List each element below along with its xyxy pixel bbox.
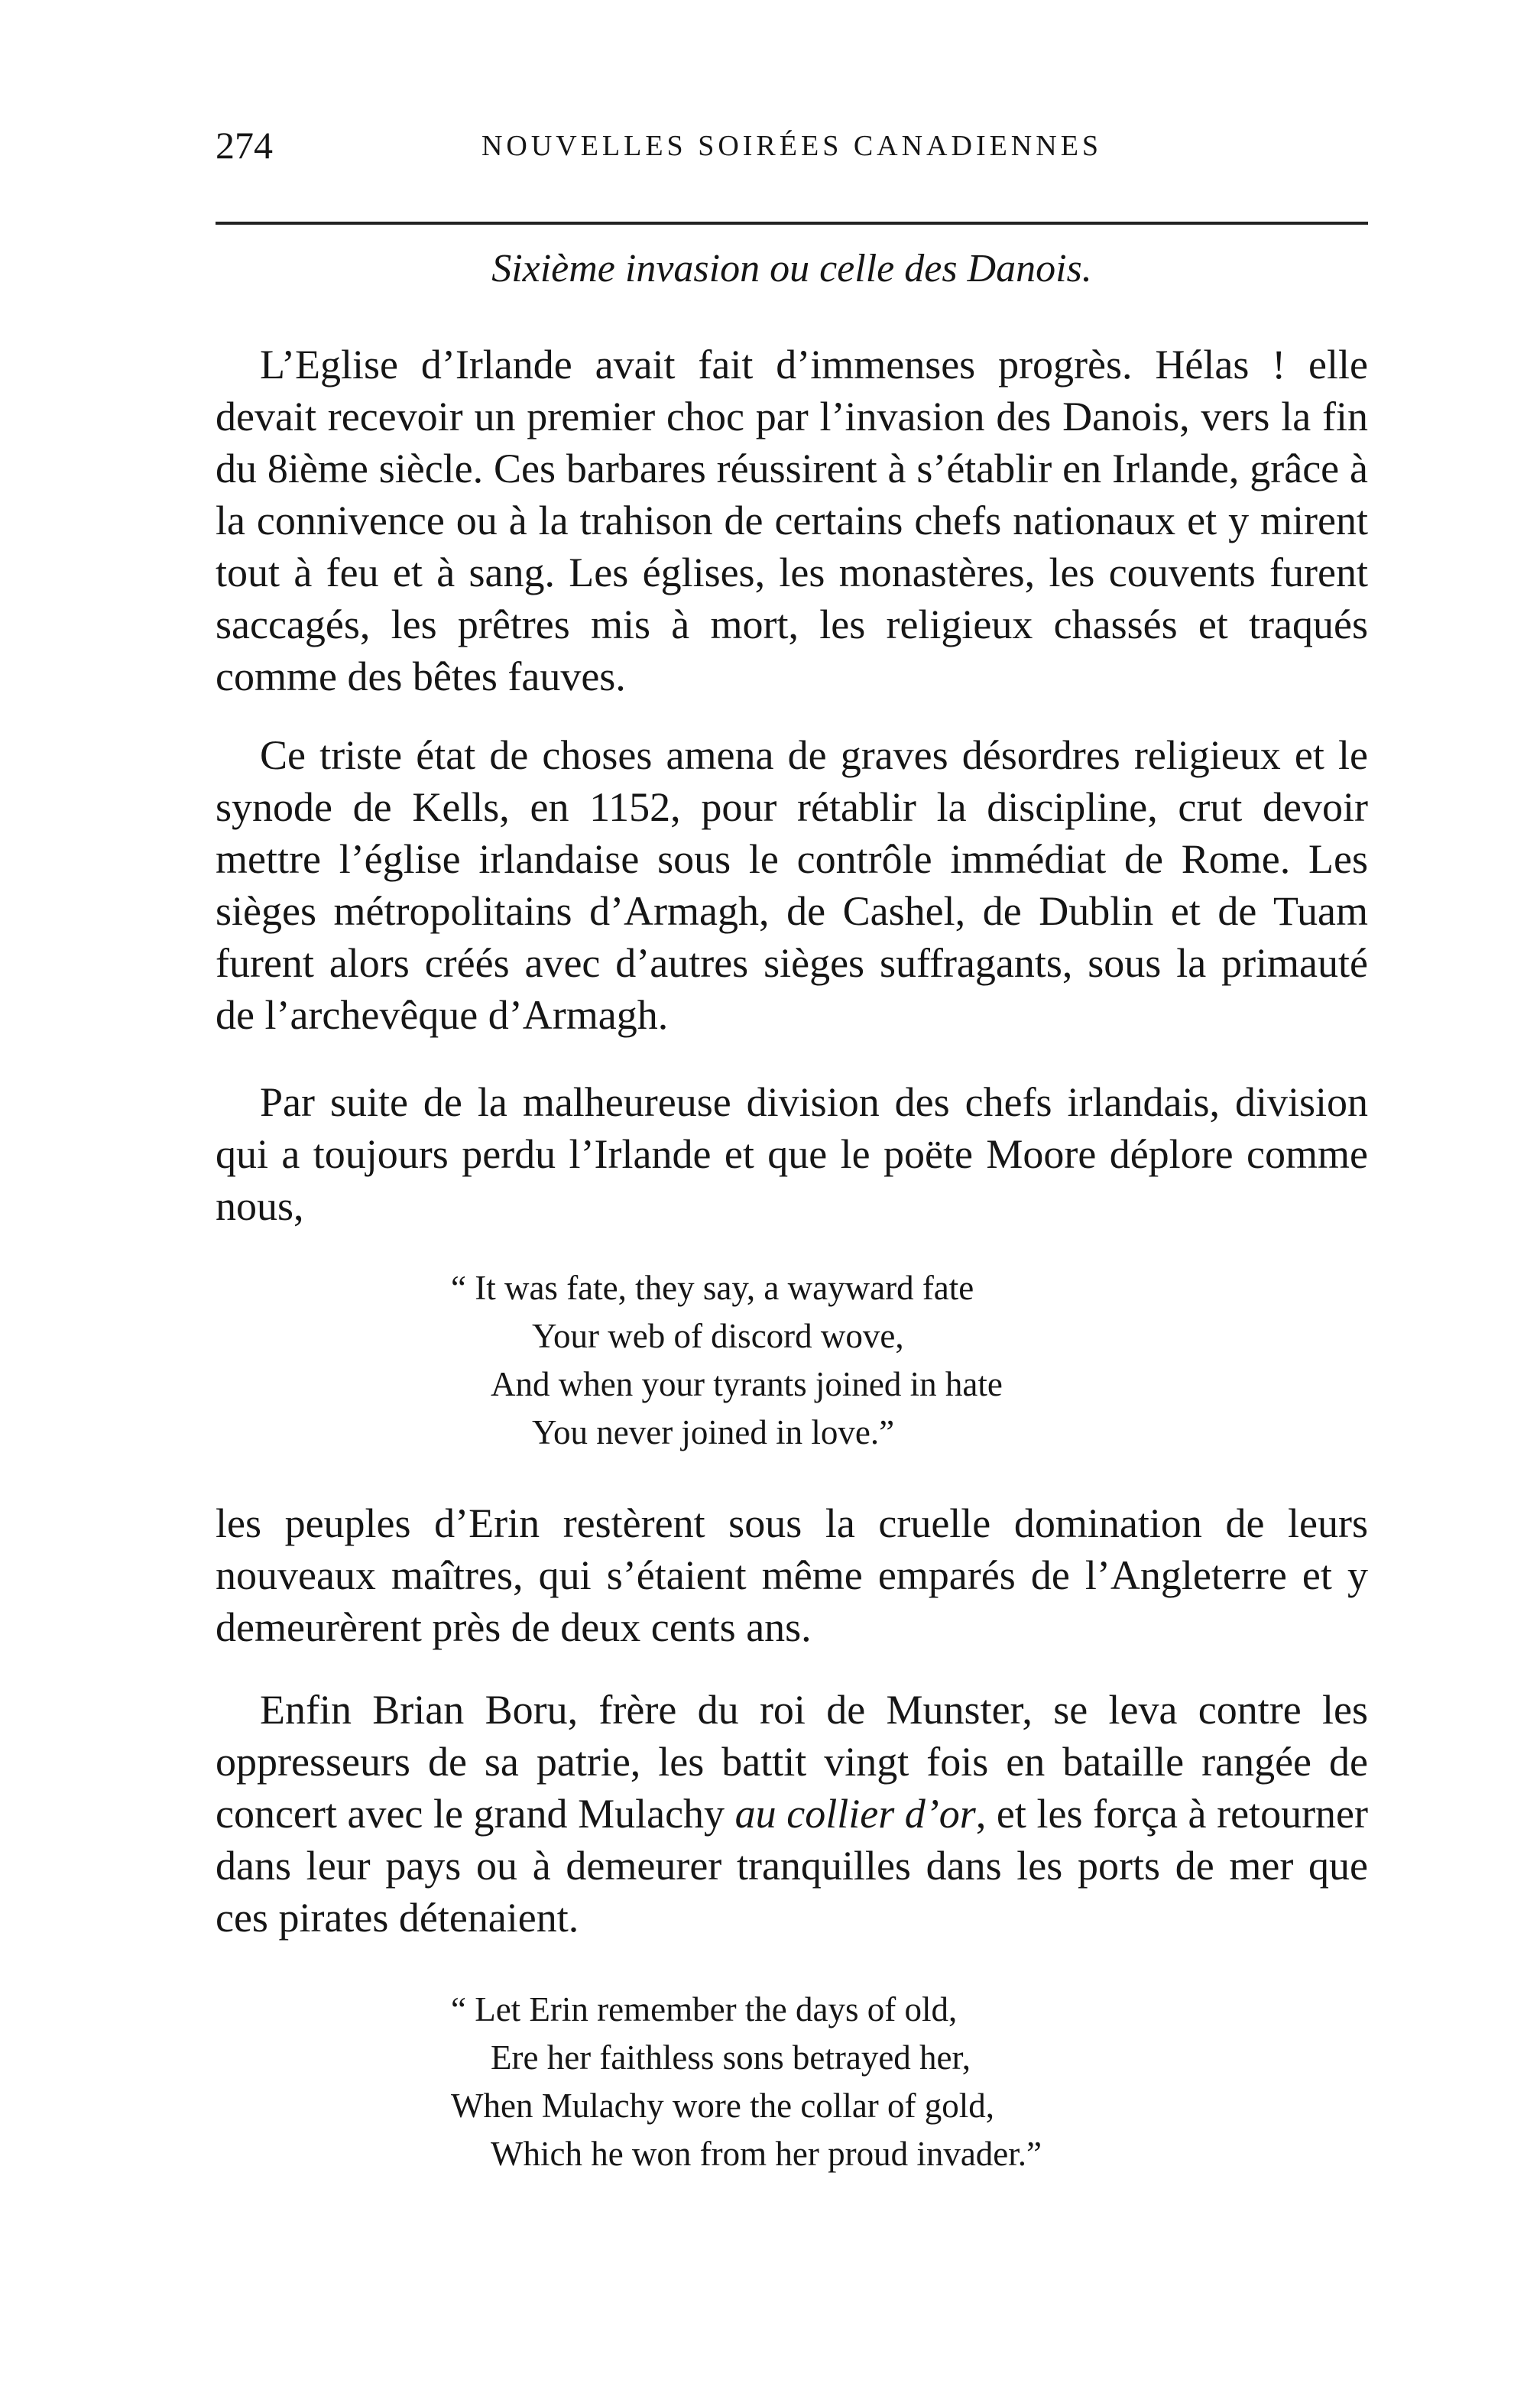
verse-line: And when your tyrants joined in hate (491, 1365, 1003, 1403)
paragraph-text: L’Eglise d’Irlande avait fait d’immenses progrès. Hélas ! elle devait recevoir un premier choc par l’invasion des Danois, vers la fin du 8ième siècle. Ces barbares réussirent à s’établir en Irlande, grâce à la connivence ou à la trahison de certains chefs nationaux et y mirent tout à feu et à sang. Les églises, les monastères, les couvents furent saccagés, les prêtres mis à mort, les religieux chassés et traqués comme des bêtes fauves. (216, 342, 1368, 699)
italic-phrase: au collier d’or (734, 1791, 976, 1837)
verse-line: Which he won from her proud invader.” (491, 2135, 1042, 2173)
verse-line: You never joined in love.” (532, 1413, 895, 1451)
paragraph-continuation (216, 1497, 1368, 1653)
paragraph-division-chiefs (216, 1076, 1368, 1232)
header-rule (216, 222, 1368, 225)
page-header (216, 122, 1368, 176)
paragraph-danish-invasion (216, 339, 1368, 702)
paragraph-text: Par suite de la malheureuse division des chefs irlandais, division qui a toujours perdu l’Irlande et que le poëte Moore déplore comme nous, (216, 1079, 1368, 1229)
paragraph-text: les peuples d’Erin restèrent sous la cruelle domination de leurs nouveaux maîtres, qui s’étaient même emparés de l’Angleterre et y demeurèrent près de deux cents ans. (216, 1500, 1368, 1650)
running-title: NOUVELLES SOIRÉES CANADIENNES (481, 130, 1103, 162)
text-run: Enfin Brian Boru, frère du roi de Munster, se leva contre les oppresseurs de sa patrie, les battit vingt fois en bataille rangée de concert avec le grand Mulachy (216, 1687, 1368, 1837)
section-title: Sixième invasion ou celle des Danois. (491, 247, 1092, 290)
paragraph-synod-kells (216, 729, 1368, 1041)
paragraph-text: Ce triste état de choses amena de graves désordres religieux et le synode de Kells, en 1152, pour rétablir la discipline, crut devoir mettre l’église irlandaise sous le contrôle immédiat de Rome. Les sièges métropolitains d’Armagh, de Cashel, de Dublin et de Tuam furent alors créés avec d’autres sièges suffragants, sous la primauté de l’archevêque d’Armagh. (216, 732, 1368, 1038)
verse-line: When Mulachy wore the collar of gold, (451, 2087, 995, 2125)
text-run: , et les força à retourner dans leur pays ou à demeurer tranquilles dans les ports de mer que ces pirates détenaient. (216, 1791, 1368, 1941)
verse-moore-one (451, 1264, 1003, 1457)
paragraph-brian-boru (216, 1684, 1368, 1944)
verse-line: Ere her faithless sons betrayed her, (491, 2038, 971, 2077)
verse-moore-two (451, 1986, 1042, 2178)
verse-line: “ It was fate, they say, a wayward fate (451, 1269, 974, 1307)
paragraph-text (216, 1684, 1368, 1944)
verse-line: Your web of discord wove, (532, 1317, 904, 1355)
verse-line: “ Let Erin remember the days of old, (451, 1990, 958, 2028)
page-number: 274 (216, 124, 273, 167)
